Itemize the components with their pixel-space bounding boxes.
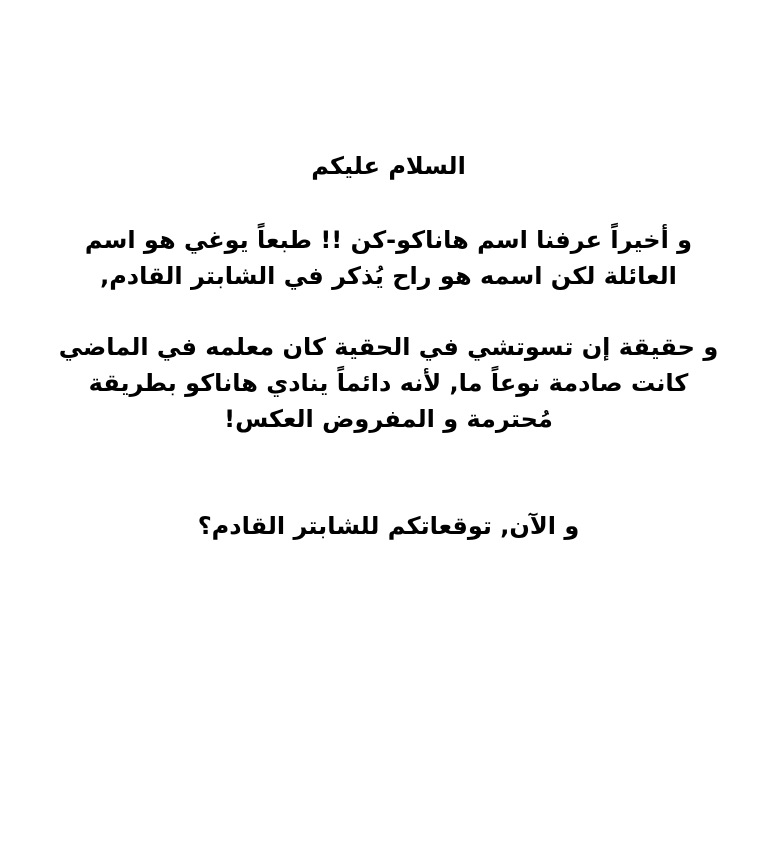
paragraph-1-line-2: العائلة لكن اسمه هو راح يُذكر في الشابتر القادم,: [100, 262, 677, 290]
paragraph-1-line-1: و أخيراً عرفنا اسم هاناكو-كن !! طبعاً يوغي هو اسم: [84, 226, 693, 254]
paragraph-2-line-2: كانت صادمة نوعاً ما, لأنه دائماً ينادي هاناكو بطريقة: [88, 369, 689, 397]
paragraph-2-line-1: و حقيقة إن تسوتشي في الحقية كان معلمه في الماضي: [58, 333, 719, 361]
closing-question-line: و الآن, توقعاتكم للشابتر القادم؟: [197, 512, 580, 540]
paragraph-2-line-3: مُحترمة و المفروض العكس!: [224, 405, 553, 433]
greeting-line: السلام عليكم: [311, 152, 466, 180]
